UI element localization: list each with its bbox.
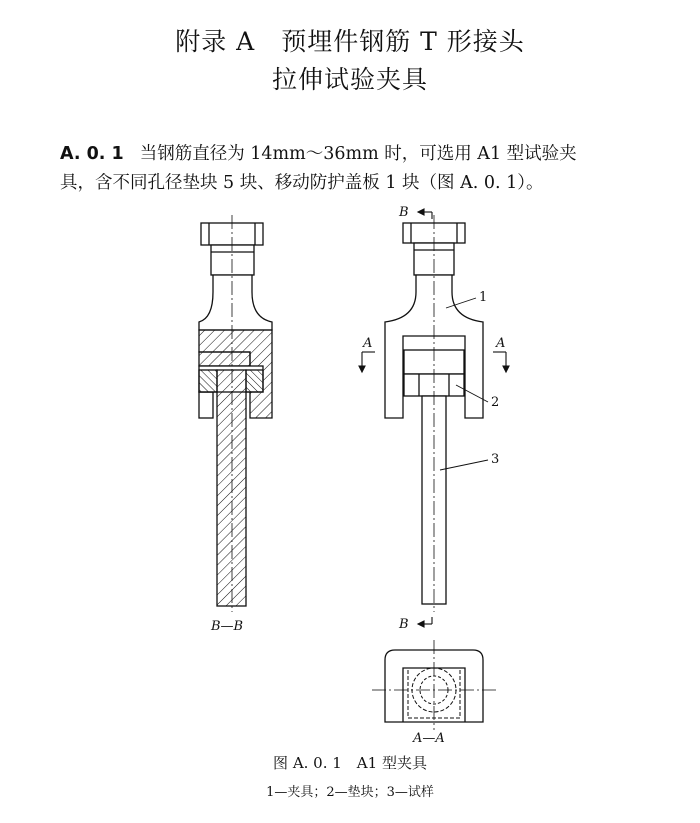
- front-view: [385, 215, 483, 612]
- cut-label-b-top: B: [399, 205, 409, 220]
- section-aa-label: A—A: [413, 731, 445, 746]
- callout-3: 3: [491, 452, 500, 467]
- section-bb-view: [199, 215, 272, 612]
- section-bb-label: B—B: [211, 619, 244, 634]
- appendix-title: 附录 A 预埋件钢筋 T 形接头: [175, 27, 525, 56]
- cut-label-b-bottom: B: [399, 617, 409, 632]
- callout-1: 1: [479, 290, 488, 305]
- clause-text-line1: 当钢筋直径为 14mm～36mm 时，可选用 A1 型试验夹: [139, 144, 577, 164]
- section-aa-view: [372, 640, 496, 730]
- cut-label-a-left: A: [363, 336, 373, 351]
- cut-label-a-right: A: [496, 336, 506, 351]
- clause-number: A. 0. 1: [60, 144, 124, 164]
- figure-legend: 1—夹具；2—垫块；3—试样: [266, 785, 434, 800]
- figure-caption: 图 A. 0. 1 A1 型夹具: [273, 754, 427, 772]
- clause-text-line2: 具，含不同孔径垫块 5 块、移动防护盖板 1 块（图 A. 0. 1）。: [60, 173, 544, 193]
- callout-2: 2: [491, 395, 500, 410]
- appendix-subtitle: 拉伸试验夹具: [271, 65, 428, 94]
